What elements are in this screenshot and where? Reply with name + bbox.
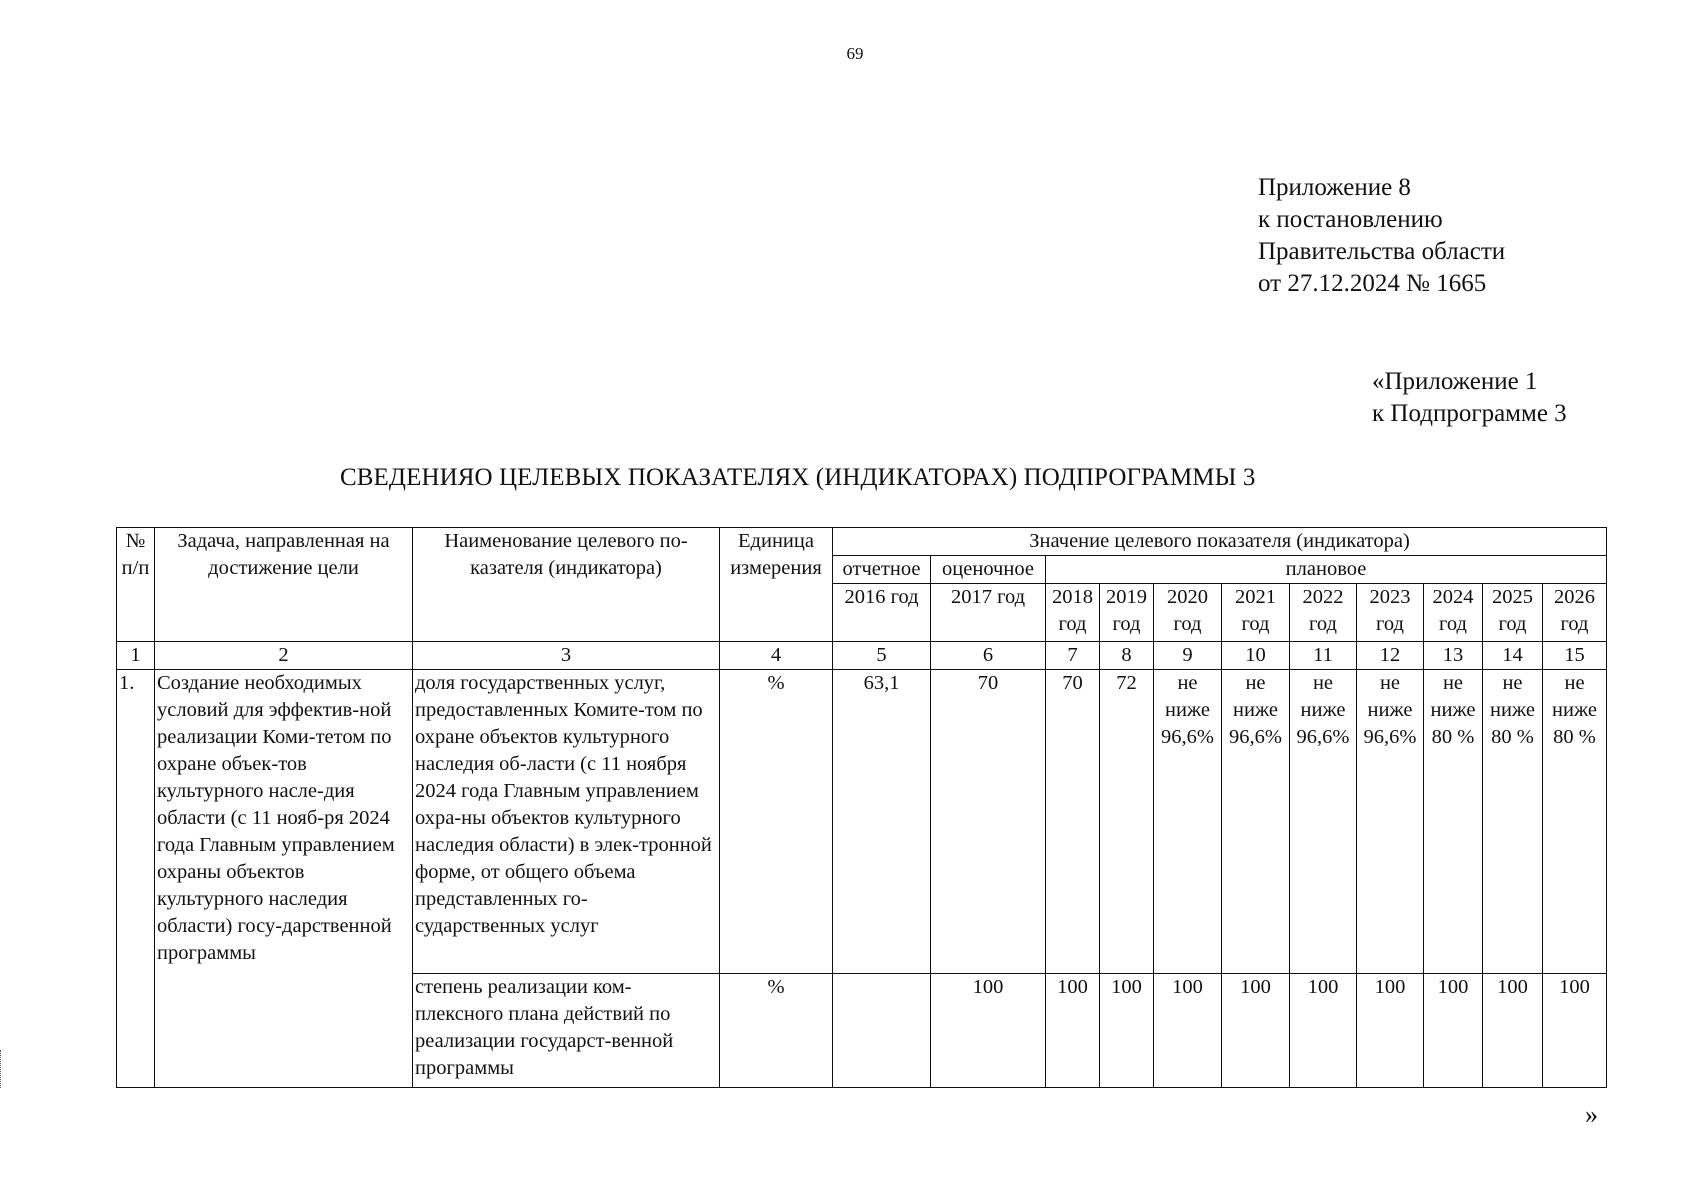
- header-num: № п/п: [117, 528, 155, 642]
- column-number: 13: [1424, 642, 1483, 670]
- row-value: не ниже 80 %: [1543, 670, 1607, 974]
- header-task: Задача, направленная на достижение цели: [155, 528, 413, 642]
- row-value: 100: [1357, 974, 1424, 1088]
- row-value: не ниже 80 %: [1483, 670, 1543, 974]
- column-number-row: [117, 642, 1607, 670]
- header-year: 2017 год: [931, 584, 1046, 642]
- column-number: 10: [1222, 642, 1290, 670]
- appendix-line: Правительства области: [1258, 238, 1506, 265]
- column-number: 7: [1046, 642, 1100, 670]
- appendix-sub-line: к Подпрограмме 3: [1372, 400, 1567, 427]
- header-year: 2018 год: [1046, 584, 1100, 642]
- row-value: 100: [1290, 974, 1357, 1088]
- header-year: 2022 год: [1290, 584, 1357, 642]
- row-value: не ниже 96,6%: [1154, 670, 1222, 974]
- header-unit: Единица измерения: [720, 528, 833, 642]
- column-number: 14: [1483, 642, 1543, 670]
- header-year: 2020 год: [1154, 584, 1222, 642]
- row-value: 100: [1222, 974, 1290, 1088]
- row-value: не ниже 96,6%: [1290, 670, 1357, 974]
- row-unit: %: [720, 670, 833, 974]
- closing-quote: »: [1585, 1100, 1598, 1129]
- row-value: 100: [1046, 974, 1100, 1088]
- column-number: 9: [1154, 642, 1222, 670]
- row-value: 72: [1100, 670, 1154, 974]
- header-year: 2025 год: [1483, 584, 1543, 642]
- scan-edge-mark: [0, 1050, 4, 1088]
- header-year: 2023 год: [1357, 584, 1424, 642]
- column-number: 6: [931, 642, 1046, 670]
- document-title: СВЕДЕНИЯО ЦЕЛЕВЫХ ПОКАЗАТЕЛЯХ (ИНДИКАТОРАХ) ПОДПРОГРАММЫ 3: [340, 464, 1256, 491]
- column-number: 4: [720, 642, 833, 670]
- column-number: 3: [413, 642, 720, 670]
- appendix-sub-line: «Приложение 1: [1372, 368, 1538, 395]
- header-year: 2021 год: [1222, 584, 1290, 642]
- row-value: 70: [931, 670, 1046, 974]
- column-number: 12: [1357, 642, 1424, 670]
- row-value: [833, 974, 931, 1088]
- header-row: [117, 528, 1607, 556]
- row-indicator: доля государственных услуг, предоставленных Комите-том по охране объектов культурного наследия об-ласти (с 11 ноября 2024 года Главным управлением охра-ны объектов культурного наследия области) в элек-тронной форме, от общего объема представленных го-сударственных услуг: [413, 670, 720, 974]
- appendix-line: от 27.12.2024 № 1665: [1258, 270, 1487, 297]
- column-number: 8: [1100, 642, 1154, 670]
- column-number: 15: [1543, 642, 1607, 670]
- row-num: 1.: [117, 670, 155, 1088]
- row-unit: %: [720, 974, 833, 1088]
- row-value: 100: [1100, 974, 1154, 1088]
- column-number: 5: [833, 642, 931, 670]
- header-year: 2019 год: [1100, 584, 1154, 642]
- indicators-table: [116, 527, 1607, 1088]
- page-number: 69: [846, 44, 864, 63]
- header-year: 2026 год: [1543, 584, 1607, 642]
- row-task: Создание необходимых условий для эффектив-ной реализации Коми-тетом по охране объек-тов культурного насле-дия области (с 11 нояб-ря 2024 года Главным управлением охраны объектов культурного наследия области) госу-дарственной программы: [155, 670, 413, 1088]
- header-reported: отчетное: [833, 556, 931, 584]
- row-value: 100: [931, 974, 1046, 1088]
- appendix-block: [1258, 172, 1505, 300]
- header-estimated: оценочное: [931, 556, 1046, 584]
- row-indicator: степень реализации ком-плексного плана действий по реализации государст-венной программы: [413, 974, 720, 1088]
- header-indicator: Наименование целевого по-казателя (индикатора): [413, 528, 720, 642]
- row-value: 70: [1046, 670, 1100, 974]
- row-value: 100: [1483, 974, 1543, 1088]
- appendix-line: к постановлению: [1258, 206, 1443, 233]
- header-year: 2016 год: [833, 584, 931, 642]
- appendix-sub-block: [1372, 366, 1567, 430]
- row-value: 100: [1154, 974, 1222, 1088]
- row-value: 63,1: [833, 670, 931, 974]
- column-number: 2: [155, 642, 413, 670]
- header-value: Значение целевого показателя (индикатора): [833, 528, 1607, 556]
- column-number: 11: [1290, 642, 1357, 670]
- row-value: 100: [1424, 974, 1483, 1088]
- header-planned: плановое: [1046, 556, 1607, 584]
- column-number: 1: [117, 642, 155, 670]
- table-row: [117, 670, 1607, 974]
- header-year: 2024 год: [1424, 584, 1483, 642]
- row-value: не ниже 96,6%: [1222, 670, 1290, 974]
- row-value: не ниже 96,6%: [1357, 670, 1424, 974]
- row-value: 100: [1543, 974, 1607, 1088]
- appendix-line: Приложение 8: [1258, 174, 1411, 201]
- row-value: не ниже 80 %: [1424, 670, 1483, 974]
